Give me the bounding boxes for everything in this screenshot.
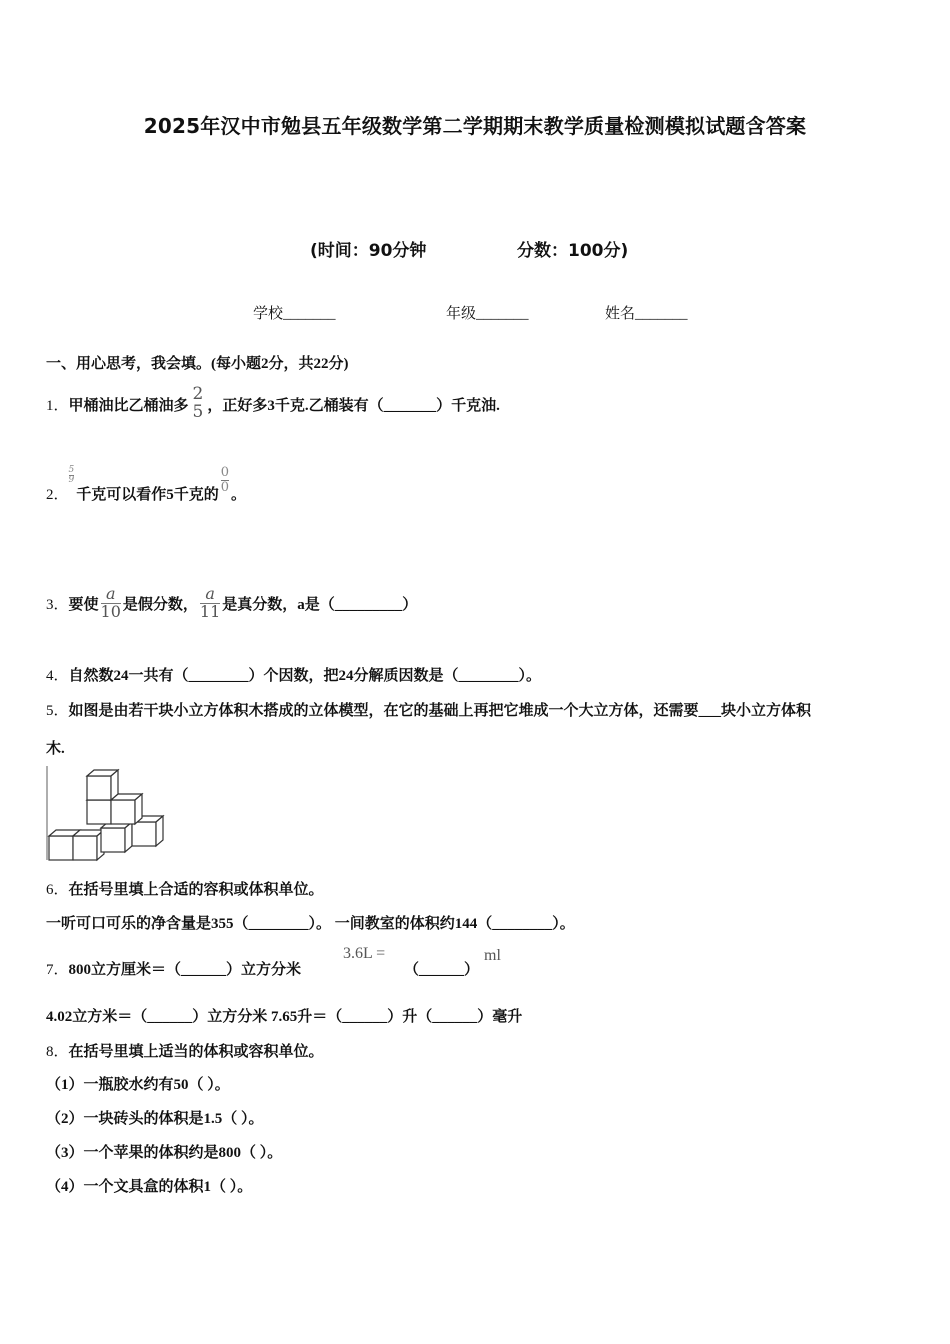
fraction-numerator: 0 <box>220 465 230 480</box>
question-text: ，正好多3千克.乙桶装有（_______）千克油. <box>207 397 500 414</box>
question-number: 1． <box>46 397 69 414</box>
question-6-line: 一听可口可乐的净含量是355（________）。 一间教室的体积约144（________）。 <box>46 916 575 932</box>
question-8-item: （3）一个苹果的体积约是800（ ）。 <box>46 1145 283 1161</box>
question-number: 2． <box>46 487 69 503</box>
fraction-numerator: 5 <box>68 465 75 475</box>
fraction-numerator: 2 <box>192 384 204 405</box>
question-6 <box>46 878 324 899</box>
question-text: 是真分数，a是（_________） <box>222 596 418 613</box>
fraction-denominator: 10 <box>100 601 121 621</box>
fraction-numerator: a <box>205 583 215 603</box>
exam-score: 分数：100分) <box>517 241 629 261</box>
question-text: 甲桶油比乙桶油多 <box>68 397 189 414</box>
question-8-item: （4）一个文具盒的体积1（ ）。 <box>46 1179 253 1195</box>
question-text: 千克可以看作5千克的 <box>76 487 219 503</box>
question-4 <box>46 664 541 685</box>
name-field: 姓名_______ <box>605 306 688 322</box>
unit-image: ml <box>484 947 501 964</box>
fraction-image <box>221 466 229 494</box>
question-text: 。 <box>231 487 247 503</box>
exam-time: (时间：90分钟 <box>310 241 427 261</box>
fraction <box>193 386 204 422</box>
question-5 <box>46 699 811 720</box>
question-3 <box>46 580 417 626</box>
question-1 <box>46 384 500 424</box>
question-7-line2: 4.02立方米＝（______）立方分米 7.65升＝（______）升（______）毫升 <box>46 1009 523 1025</box>
fraction-denominator: 0 <box>220 479 230 495</box>
question-text: 要使 <box>68 596 99 613</box>
fraction-denominator: 11 <box>199 601 221 621</box>
fraction-denominator: 9 <box>68 475 75 486</box>
question-7 <box>46 958 301 979</box>
section-heading: 一、用心思考，我会填。(每小题2分，共22分) <box>46 356 349 372</box>
question-text: 自然数24一共有（________）个因数，把24分解质因数是（________）。 <box>68 668 542 684</box>
fraction <box>100 583 121 621</box>
question-number: 8． <box>46 1044 69 1060</box>
blank: （______） <box>404 962 480 978</box>
fraction <box>199 583 221 621</box>
question-number: 3． <box>46 596 69 613</box>
question-8 <box>46 1040 324 1061</box>
cube-model-figure <box>46 764 168 862</box>
question-number: 7． <box>46 962 69 978</box>
question-2 <box>46 466 246 506</box>
question-8-item: （1）一瓶胶水约有50（ ）。 <box>46 1077 230 1093</box>
question-number: 6． <box>46 882 69 898</box>
question-text: 在括号里填上合适的容积或体积单位。 <box>68 882 324 898</box>
fraction-numerator: a <box>105 583 116 603</box>
question-text: 是假分数， <box>122 596 198 613</box>
question-text: 800立方厘米＝（______）立方分米 <box>68 962 302 978</box>
grade-field: 年级_______ <box>446 306 529 322</box>
question-number: 4． <box>46 668 69 684</box>
school-field: 学校_______ <box>253 306 336 322</box>
equation-image: 3.6L = <box>343 945 386 962</box>
question-5-cont: 木. <box>46 741 65 757</box>
page-title: 2025年汉中市勉县五年级数学第二学期期末教学质量检测模拟试题含答案 <box>143 114 807 138</box>
question-text: 在括号里填上适当的体积或容积单位。 <box>68 1044 324 1060</box>
question-number: 5． <box>46 703 69 719</box>
question-8-item: （2）一块砖头的体积是1.5（ ）。 <box>46 1111 264 1127</box>
question-text: 如图是由若干块小立方体积木搭成的立体模型，在它的基础上再把它堆成一个大立方体，还需要___块小立方体积 <box>68 703 812 719</box>
fraction-denominator: 5 <box>192 402 204 422</box>
fraction-image <box>69 466 75 486</box>
